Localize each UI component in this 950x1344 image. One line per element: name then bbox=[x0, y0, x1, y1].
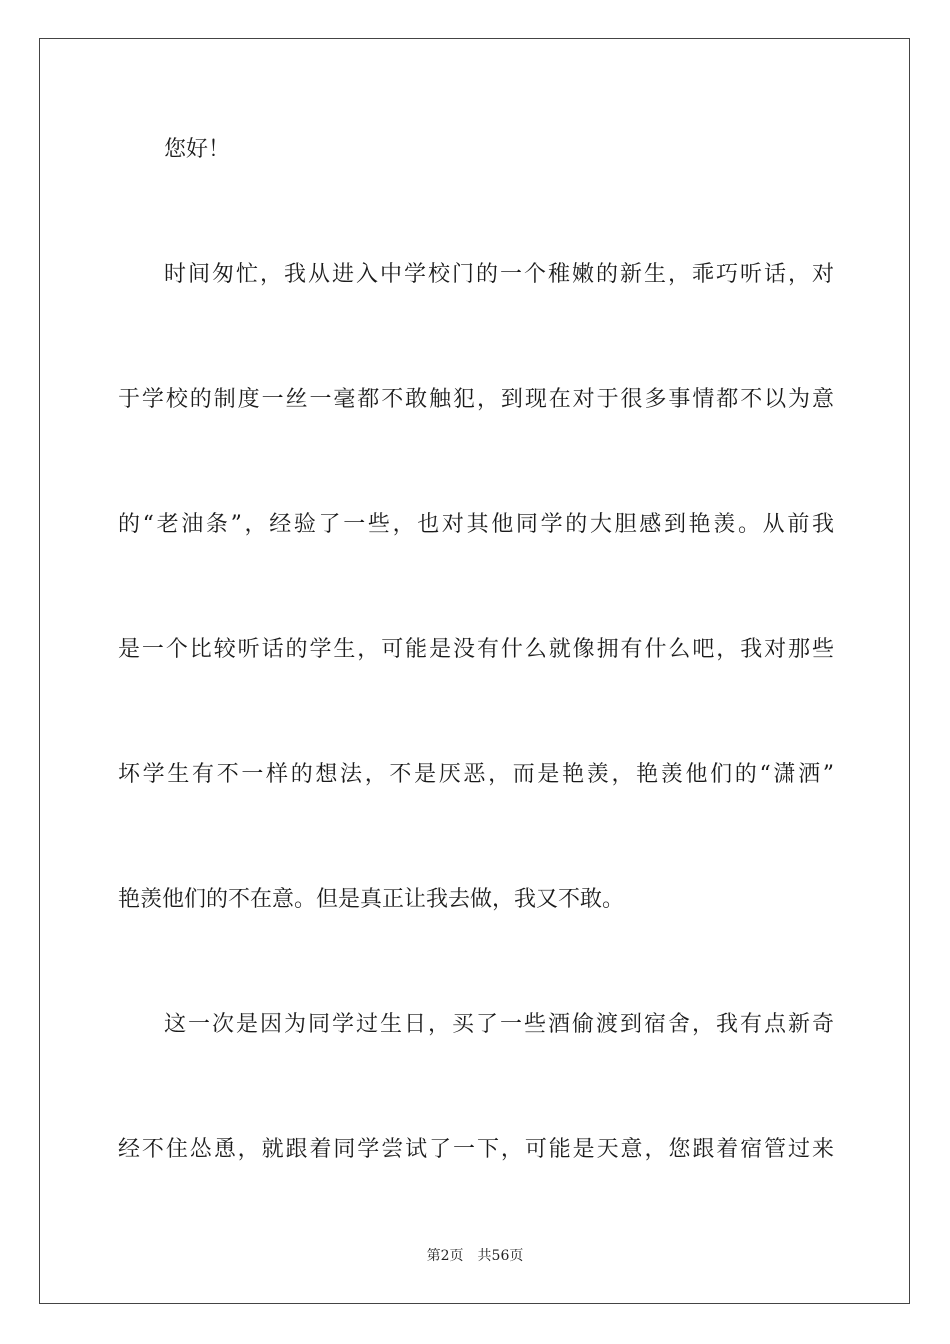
body-text-line: 是一个比较听话的学生，可能是没有什么就像拥有什么吧，我对那些 bbox=[118, 637, 834, 662]
page-number: 第2页 bbox=[426, 1248, 464, 1264]
body-text-line: 经不住怂恿，就跟着同学尝试了一下，可能是天意，您跟着宿管过来 bbox=[118, 1137, 834, 1162]
page-footer bbox=[0, 1246, 950, 1266]
page-border bbox=[39, 38, 910, 1304]
body-text-line: 的“老油条”，经验了一些，也对其他同学的大胆感到艳羡。从前我 bbox=[118, 512, 834, 537]
body-text-line: 坏学生有不一样的想法，不是厌恶，而是艳羡，艳羡他们的“潇洒” bbox=[118, 762, 834, 787]
greeting-line: 您好！ bbox=[164, 137, 231, 162]
body-text-line: 艳羡他们的不在意。但是真正让我去做，我又不敢。 bbox=[118, 887, 625, 912]
page-total: 共56页 bbox=[477, 1248, 524, 1264]
body-text-line: 于学校的制度一丝一毫都不敢触犯，到现在对于很多事情都不以为意 bbox=[118, 387, 834, 412]
body-text-line: 时间匆忙，我从进入中学校门的一个稚嫩的新生，乖巧听话，对 bbox=[164, 262, 834, 287]
body-text-line: 这一次是因为同学过生日，买了一些酒偷渡到宿舍，我有点新奇 bbox=[164, 1012, 834, 1037]
